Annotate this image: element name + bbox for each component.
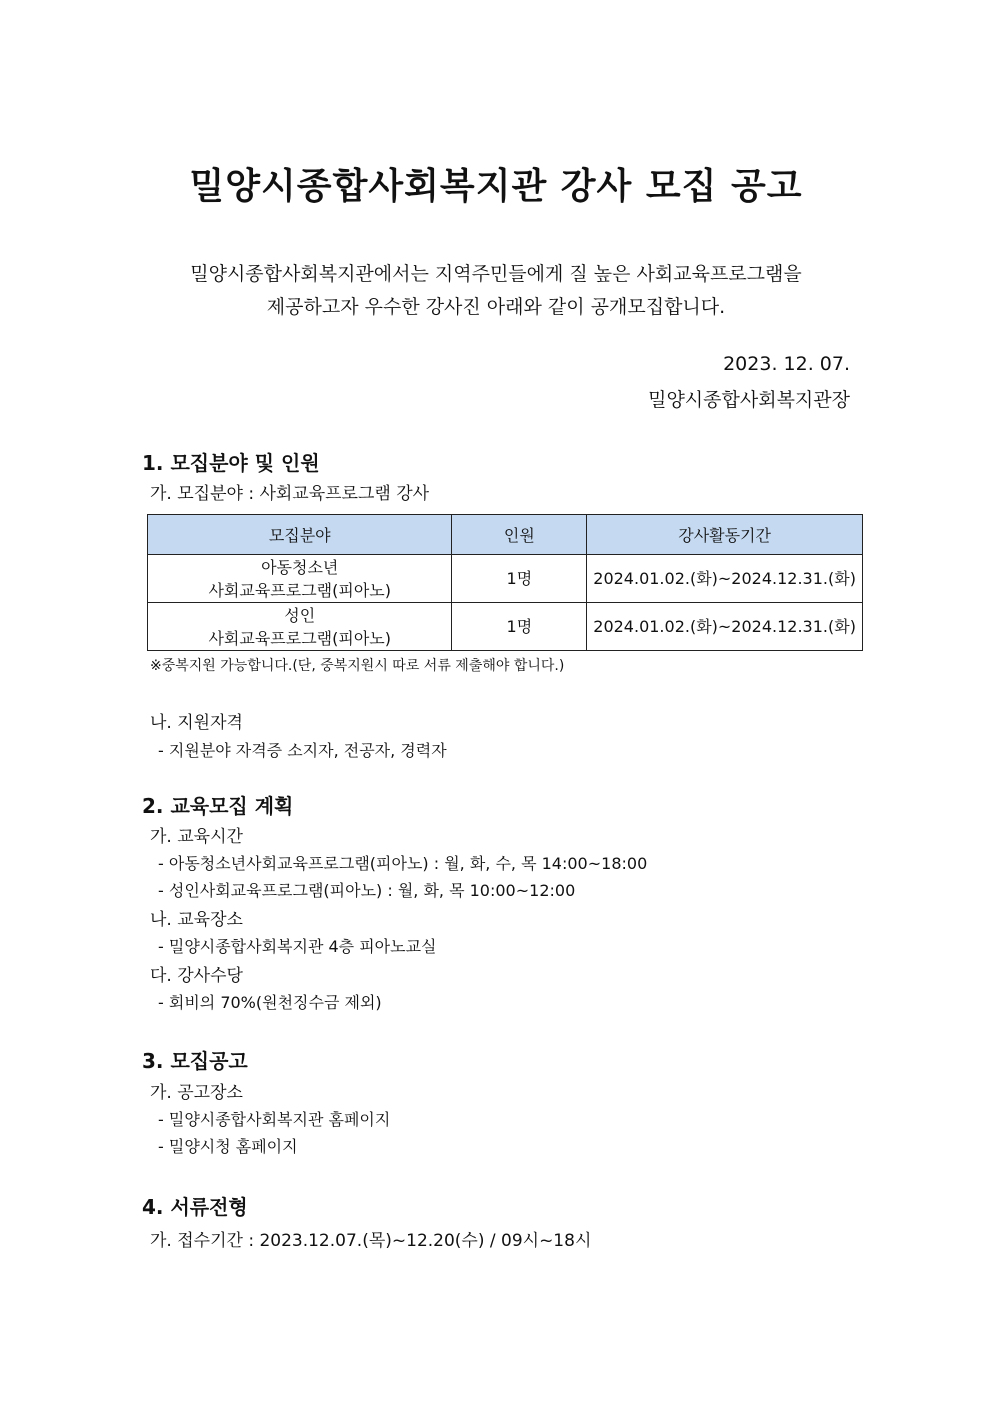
table-cell-count: 1명 [452,555,587,603]
section-2-sub-c-item: - 회비의 70%(원천징수금 제외) [158,993,382,1012]
section-3-sub-a: 가. 공고장소 [150,1083,243,1103]
field-line-2: 사회교육프로그램(피아노) [208,580,391,600]
section-2-sub-b-item: - 밀양시종합사회복지관 4층 피아노교실 [158,937,437,956]
table-header-count: 인원 [452,515,587,555]
intro-line-2: 제공하고자 우수한 강사진 아래와 같이 공개모집합니다. [266,296,726,318]
table-header-field: 모집분야 [148,515,452,555]
section-2-sub-a: 가. 교육시간 [150,827,243,847]
section-2-heading: 2. 교육모집 계획 [142,794,294,818]
intro-line-1: 밀양시종합사회복지관에서는 지역주민들에게 질 높은 사회교육프로그램을 [190,263,802,285]
table-cell-period: 2024.01.02.(화)~2024.12.31.(화) [587,603,863,651]
section-1-heading: 1. 모집분야 및 인원 [142,451,320,475]
table-cell-field [148,555,452,603]
field-line-1: 아동청소년 [261,557,339,577]
section-1-sub-b-item: - 지원분야 자격증 소지자, 전공자, 경력자 [158,741,447,760]
table-cell-count: 1명 [452,603,587,651]
section-4-sub-a: 가. 접수기간 : 2023.12.07.(목)~12.20(수) / 09시~18시 [150,1231,592,1251]
section-2-sub-b: 나. 교육장소 [150,910,243,930]
section-1-sub-a: 가. 모집분야 : 사회교육프로그램 강사 [150,484,430,504]
section-4-heading: 4. 서류전형 [142,1195,248,1219]
table-row [148,603,863,651]
recruitment-table [147,514,863,651]
table-header-row [148,515,863,555]
field-line-2: 사회교육프로그램(피아노) [208,628,391,648]
section-1-sub-b: 나. 지원자격 [150,713,243,733]
field-line-1: 성인 [284,605,316,625]
section-2-sub-a-item-2: - 성인사회교육프로그램(피아노) : 월, 화, 목 10:00~12:00 [158,881,576,900]
section-3-heading: 3. 모집공고 [142,1049,248,1073]
section-3-sub-a-item-1: - 밀양시종합사회복지관 홈페이지 [158,1110,391,1129]
table-cell-field [148,603,452,651]
announcement-date: 2023. 12. 07. [723,353,850,375]
section-2-sub-c: 다. 강사수당 [150,966,243,986]
table-cell-period: 2024.01.02.(화)~2024.12.31.(화) [587,555,863,603]
section-2-sub-a-item-1: - 아동청소년사회교육프로그램(피아노) : 월, 화, 수, 목 14:00~18:00 [158,854,648,873]
section-3-sub-a-item-2: - 밀양시청 홈페이지 [158,1137,298,1156]
table-header-period: 강사활동기간 [587,515,863,555]
duplicate-application-note: ※중복지원 가능합니다.(단, 중복지원시 따로 서류 제출해야 합니다.) [150,658,565,674]
page-title: 밀양시종합사회복지관 강사 모집 공고 [189,166,803,207]
table-row [148,555,863,603]
issuer: 밀양시종합사회복지관장 [648,389,850,411]
